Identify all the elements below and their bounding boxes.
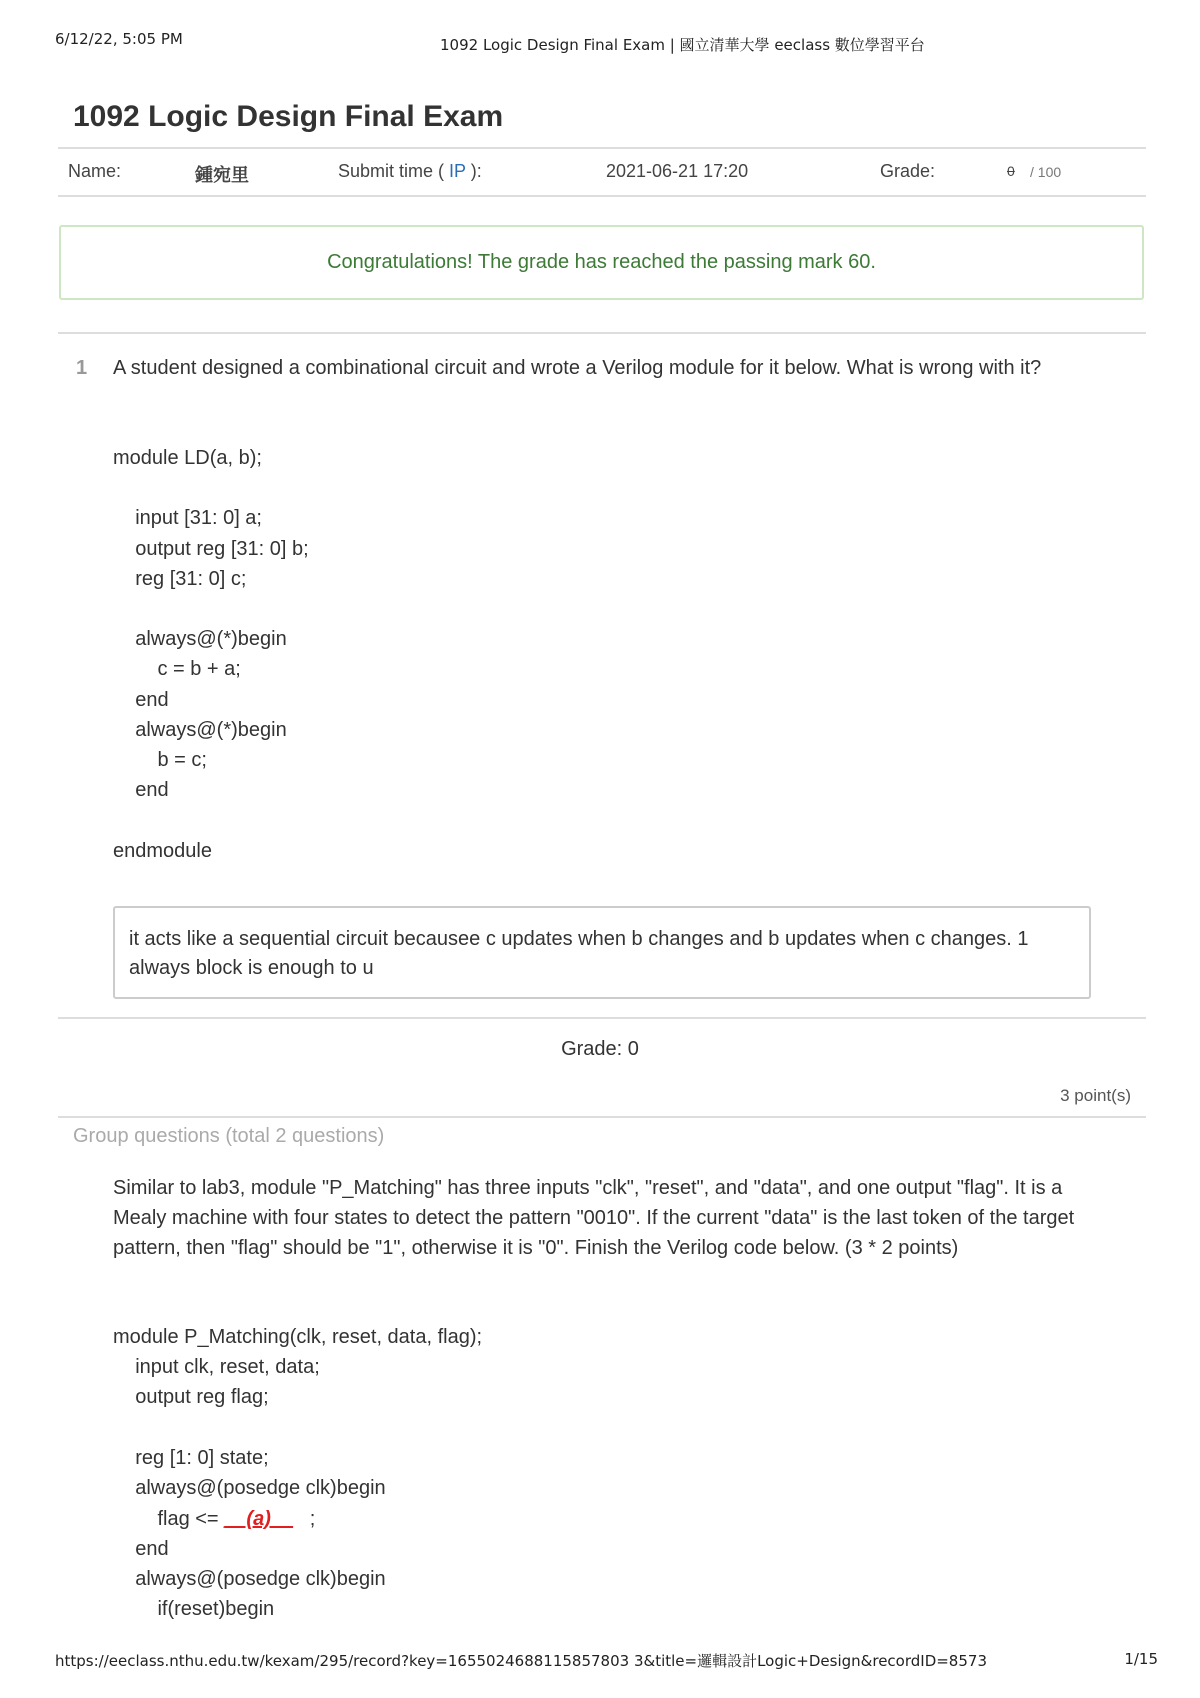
question-number: 1: [76, 357, 88, 379]
flag-line-post: ;: [293, 1508, 316, 1530]
group-code-continued: [113, 1534, 386, 1625]
divider: [58, 1116, 1146, 1118]
code-line: input [31: 0] a;: [135, 507, 262, 530]
question-prompt: A student designed a combinational circuit and wrote a Verilog module for it below. What is wrong with it?: [113, 357, 1042, 379]
group-prompt: Similar to lab3, module "P_Matching" has three inputs "clk", "reset", and "data", and one output "flag". It is a Mealy machine with four states to detect the pattern "0010". If the current "data" is the last token of the target pattern, then "flag" should be "1", otherwise it is "0". Finish the Verilog code below. (3 * 2 points): [113, 1177, 1075, 1259]
answer-box: [113, 906, 1091, 999]
grade-value: 0: [1007, 163, 1015, 179]
answer-text: it acts like a sequential circuit becausee c updates when b changes and b updates when c changes. 1 always block is enough to u: [129, 928, 1029, 979]
exam-info-bar: [58, 147, 1146, 197]
code-line: endmodule: [113, 839, 212, 862]
code-line: reg [31: 0] c;: [135, 567, 247, 590]
passing-alert: [59, 225, 1144, 300]
group-code: [113, 1322, 482, 1503]
question-points: 3 point(s): [1060, 1086, 1131, 1105]
name-label: Name:: [68, 161, 122, 181]
code-line: module P_Matching(clk, reset, data, flag);: [113, 1326, 483, 1348]
flag-line-pre: flag <=: [113, 1508, 225, 1530]
divider: [58, 332, 1146, 334]
code-line: reg [1: 0] state;: [135, 1446, 269, 1469]
flag-assign-line: [113, 1504, 315, 1534]
code-line: if(reset)begin: [113, 1598, 275, 1621]
code-line: always@(*)begin: [135, 718, 287, 741]
group-questions-header: Group questions (total 2 questions): [73, 1125, 385, 1147]
code-line: always@(*)begin: [135, 628, 287, 651]
print-date: 6/12/22, 5:05 PM: [55, 30, 183, 48]
ip-link[interactable]: IP: [449, 161, 466, 181]
page-title: 1092 Logic Design Final Exam: [73, 100, 504, 133]
code-line: b = c;: [157, 749, 207, 772]
submit-label-post: ):: [470, 161, 482, 181]
code-line: c = b + a;: [157, 658, 241, 681]
code-line: end: [135, 779, 169, 802]
code-line: output reg flag;: [135, 1386, 269, 1409]
blank-a: __(a)__: [224, 1508, 294, 1530]
code-line: module LD(a, b);: [113, 447, 262, 469]
code-line: output reg [31: 0] b;: [135, 537, 309, 560]
print-url: https://eeclass.nthu.edu.tw/kexam/295/record?key=1655024688115857803 3&title=邏輯設計Logic+Design&recordID=8573: [55, 1652, 987, 1670]
code-line: always@(posedge clk)begin: [135, 1568, 386, 1591]
divider: [58, 1017, 1146, 1019]
grade-label: Grade:: [880, 161, 936, 181]
code-line: end: [135, 1538, 169, 1560]
submit-time-value: 2021-06-21 17:20: [606, 161, 749, 181]
grade-total: / 100: [1030, 164, 1062, 180]
print-page-number: 1/15: [1124, 1650, 1158, 1668]
print-page-title: 1092 Logic Design Final Exam | 國立清華大學 eeclass 數位學習平台: [440, 36, 925, 54]
question-code: [113, 443, 309, 866]
alert-message: Congratulations! The grade has reached the passing mark 60.: [327, 251, 876, 273]
name-value: 鍾宛里: [195, 165, 249, 185]
submit-time-label: [338, 161, 482, 182]
question-grade: Grade: 0: [561, 1038, 639, 1060]
code-line: input clk, reset, data;: [135, 1356, 320, 1379]
code-line: end: [135, 688, 169, 711]
submit-label-pre: Submit time (: [338, 161, 445, 181]
code-line: always@(posedge clk)begin: [113, 1477, 386, 1500]
